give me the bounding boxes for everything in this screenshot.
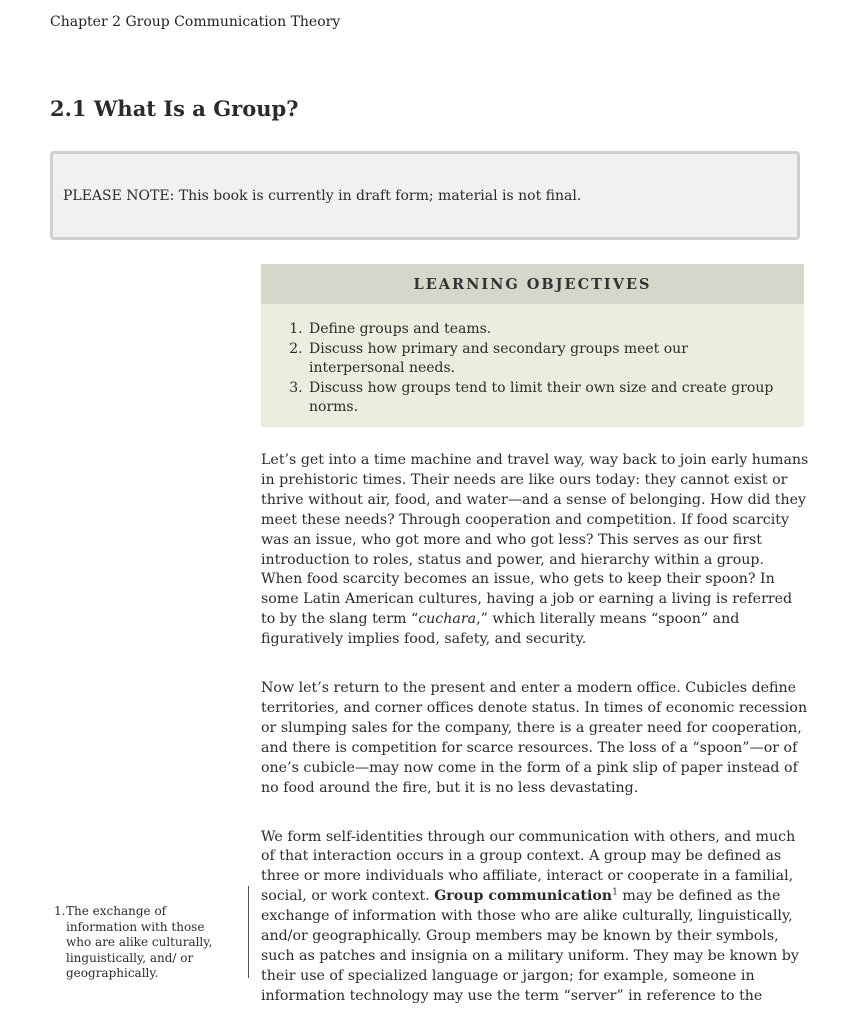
paragraph-text: Let’s get into a time machine and travel way, way back to join early humans in prehistoric times. Their needs are like ours today: they cannot exist or thrive without air, food, and water—and a sense of belonging. How did they meet these needs? Through cooperation and competition. If food scarcity was an issue, who got more and who got less? This serves as our first introduction to roles, status and power, and hierarchy within a group. When food scarcity becomes an issue, who gets to keep their spoon? In some Latin American cultures, having a job or earning a living is referred to by the slang term “ — [261, 452, 809, 628]
section-title: 2.1 What Is a Group? — [50, 96, 299, 121]
margin-definition-note — [54, 904, 232, 982]
learning-objective-item: 1. Define groups and teams. — [307, 320, 780, 340]
footnote-ref-1[interactable]: 1 — [612, 887, 618, 898]
draft-note-text: PLEASE NOTE: This book is currently in draft form; material is not final. — [63, 188, 582, 204]
learning-objectives-title: LEARNING OBJECTIVES — [261, 264, 804, 304]
margin-divider-rule — [248, 886, 249, 978]
paragraph-group-definition — [261, 828, 809, 1007]
body-text-column — [261, 451, 809, 1036]
margin-note-text: The exchange of information with those who are alike culturally, linguistically, and/ or geographically. — [66, 904, 213, 981]
paragraph-text: ,” which literally means “spoon” and figuratively implies food, safety, and security. — [261, 611, 740, 648]
margin-note-number: 1. — [54, 904, 66, 918]
learning-objective-item: 3. Discuss how groups tend to limit their own size and create group norms. — [307, 379, 780, 418]
cuchara-term: cuchara — [418, 611, 477, 628]
learning-objectives-list — [261, 320, 804, 418]
learning-objectives-box — [261, 264, 804, 427]
draft-note-box — [50, 151, 800, 240]
paragraph-modern-office: Now let’s return to the present and enter a modern office. Cubicles define territories, and corner offices denote status. In times of economic recession or slumping sales for the company, there is a greater need for cooperation, and there is competition for scarce resources. The loss of a “spoon”—or of one’s cubicle—may now come in the form of a pink slip of paper instead of no food around the fire, but it is no less devastating. — [261, 680, 808, 796]
paragraph-time-machine — [261, 451, 809, 650]
running-head: Chapter 2 Group Communication Theory — [50, 14, 341, 30]
paragraph-text: We form self-identities through our communication with others, and much of that interaction occurs in a group context. A group may be defined as three or more individuals who affiliate, interact or cooperate in a familial, social, or work context. — [261, 828, 796, 905]
paragraph-text: may be defined as the exchange of information with those who are alike culturally, linguistically, and/or geographically. Group members may be known by their symbols, such as patches and insignia on a military uniform. They may be known by their use of specialized language or jargon; for example, someone in information technology may use the term “server” in reference to the — [261, 888, 799, 1004]
learning-objective-item: 2. Discuss how primary and secondary groups meet our interpersonal needs. — [307, 340, 780, 379]
glossary-term-group-communication[interactable]: Group communication — [434, 888, 613, 905]
